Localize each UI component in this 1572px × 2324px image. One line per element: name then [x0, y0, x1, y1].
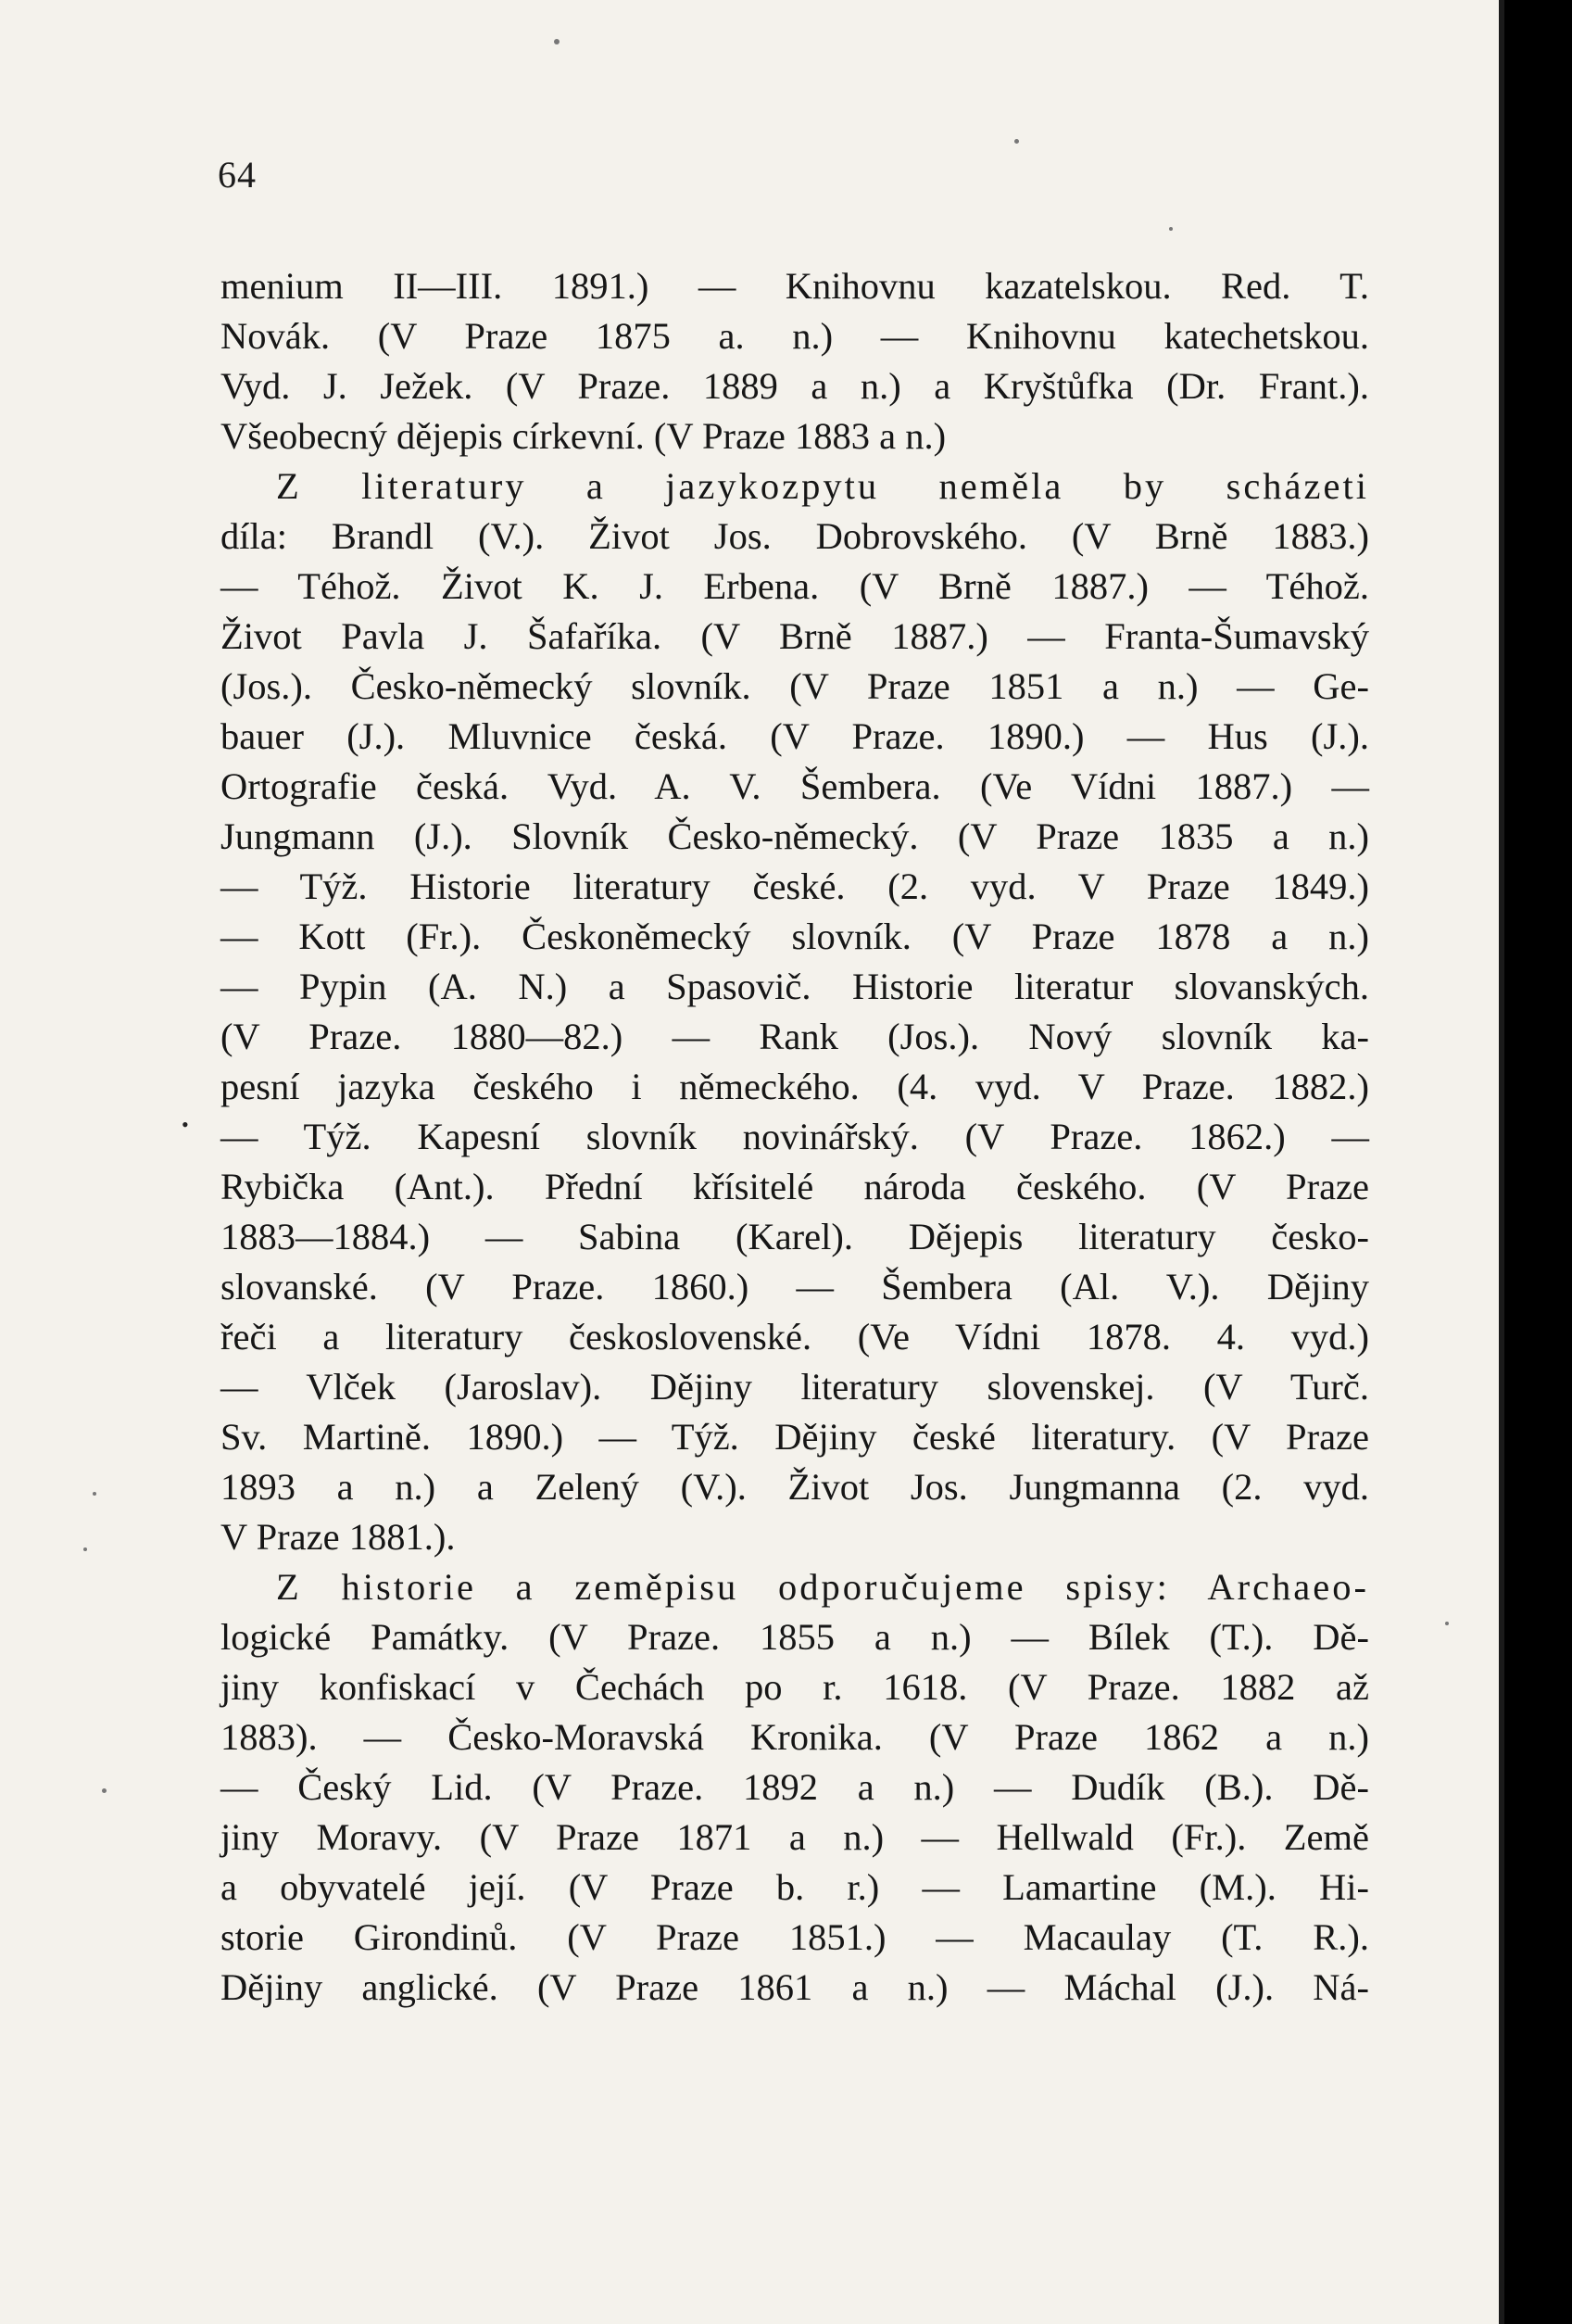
paper-speck [1014, 139, 1019, 144]
text-line: Život Pavla J. Šafaříka. (V Brně 1887.) — Franta-Šumavský [220, 615, 1369, 657]
text-line: Ortografie česká. Vyd. A. V. Šembera. (Ve Vídni 1887.) — [220, 765, 1369, 807]
page-number: 64 [218, 154, 257, 196]
text-line: 1883). — Česko-Moravská Kronika. (V Praze 1862 a n.) [220, 1716, 1369, 1758]
text-line: — Český Lid. (V Praze. 1892 a n.) — Dudík (B.). Dě- [220, 1766, 1369, 1808]
text-line: Rybička (Ant.). Přední křísitelé národa českého. (V Praze [220, 1166, 1369, 1207]
text-line: 1883—1884.) — Sabina (Karel). Dějepis literatury česko- [220, 1216, 1369, 1257]
text-line: jiny Moravy. (V Praze 1871 a n.) — Hellwald (Fr.). Země [220, 1816, 1369, 1858]
text-line: — Týž. Kapesní slovník novinářský. (V Praze. 1862.) — [220, 1116, 1369, 1157]
text-line: Z literatury a jazykozpytu neměla by scházeti [276, 465, 1369, 507]
text-line: Sv. Martině. 1890.) — Týž. Dějiny české literatury. (V Praze [220, 1416, 1369, 1458]
text-line: Všeobecný dějepis církevní. (V Praze 1883 a n.) [220, 415, 947, 457]
paper-speck [1169, 227, 1173, 231]
text-line: a obyvatelé její. (V Praze b. r.) — Lamartine (M.). Hi- [220, 1866, 1369, 1908]
scan-background [1504, 0, 1572, 2324]
paper-speck [93, 1492, 96, 1496]
text-line: storie Girondinů. (V Praze 1851.) — Macaulay (T. R.). [220, 1916, 1369, 1958]
text-line: (V Praze. 1880—82.) — Rank (Jos.). Nový slovník ka- [220, 1016, 1369, 1057]
text-line: 1893 a n.) a Zelený (V.). Život Jos. Jungmanna (2. vyd. [220, 1466, 1369, 1508]
text-line: — Téhož. Život K. J. Erbena. (V Brně 1887.) — Téhož. [220, 565, 1369, 607]
margin-mark: • [182, 1113, 189, 1136]
text-line: menium II—III. 1891.) — Knihovnu kazatelskou. Red. T. [220, 265, 1369, 307]
text-line: — Týž. Historie literatury české. (2. vyd. V Praze 1849.) [220, 865, 1369, 907]
text-line: díla: Brandl (V.). Život Jos. Dobrovského. (V Brně 1883.) [220, 515, 1369, 557]
text-line: (Jos.). Česko-německý slovník. (V Praze 1851 a n.) — Ge- [220, 665, 1369, 707]
paper-speck [83, 1547, 87, 1551]
text-line: řeči a literatury československé. (Ve Vídni 1878. 4. vyd.) [220, 1316, 1369, 1358]
text-line: Jungmann (J.). Slovník Česko-německý. (V Praze 1835 a n.) [220, 815, 1369, 857]
paper-speck [1445, 1622, 1449, 1625]
text-line: V Praze 1881.). [220, 1516, 456, 1558]
text-line: pesní jazyka českého i německého. (4. vyd. V Praze. 1882.) [220, 1066, 1369, 1107]
text-line: — Vlček (Jaroslav). Dějiny literatury slovenskej. (V Turč. [220, 1366, 1369, 1408]
paper-speck [554, 39, 560, 44]
text-body [220, 261, 1369, 2013]
text-line: bauer (J.). Mluvnice česká. (V Praze. 1890.) — Hus (J.). [220, 715, 1369, 757]
text-line: Dějiny anglické. (V Praze 1861 a n.) — Máchal (J.). Ná- [220, 1966, 1369, 2008]
text-line: — Kott (Fr.). Českoněmecký slovník. (V Praze 1878 a n.) [220, 916, 1369, 957]
text-line: jiny konfiskací v Čechách po r. 1618. (V Praze. 1882 až [220, 1666, 1369, 1708]
text-line: Novák. (V Praze 1875 a. n.) — Knihovnu katechetskou. [220, 315, 1369, 357]
paper-speck [102, 1788, 107, 1793]
text-line: slovanské. (V Praze. 1860.) — Šembera (Al. V.). Dějiny [220, 1266, 1369, 1307]
text-line: Z historie a zeměpisu odporučujeme spisy: Archaeo- [276, 1566, 1369, 1608]
text-line: Vyd. J. Ježek. (V Praze. 1889 a n.) a Kryštůfka (Dr. Frant.). [220, 365, 1369, 407]
text-line: — Pypin (A. N.) a Spasovič. Historie literatur slovanských. [220, 966, 1369, 1007]
text-line: logické Památky. (V Praze. 1855 a n.) — Bílek (T.). Dě- [220, 1616, 1369, 1658]
